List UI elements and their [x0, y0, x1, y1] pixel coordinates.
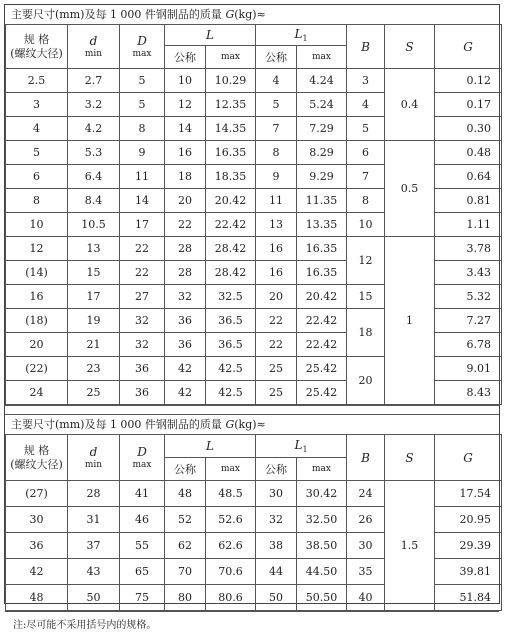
cell-G: 29.39: [435, 533, 502, 559]
cell-spec: 6: [6, 165, 68, 189]
cell-D: 8: [120, 117, 165, 141]
cell-L1-max: 22.42: [297, 309, 347, 333]
cell-L1-max: 44.50: [297, 559, 347, 585]
header-B: B: [347, 25, 385, 69]
cell-spec: 48: [6, 585, 68, 611]
header-G: G: [435, 435, 502, 481]
header-L1-nominal: 公称: [256, 46, 297, 69]
cell-S: 0.5: [385, 141, 435, 237]
cell-D: 14: [120, 189, 165, 213]
cell-D: 5: [120, 69, 165, 93]
cell-D: 5: [120, 93, 165, 117]
cell-L1-nominal: 8: [256, 141, 297, 165]
cell-d: 50: [68, 585, 120, 611]
cell-L1-max: 25.42: [297, 381, 347, 405]
cell-spec: 3: [6, 93, 68, 117]
cell-D: 9: [120, 141, 165, 165]
cell-L1-nominal: 32: [256, 507, 297, 533]
cell-L1-nominal: 16: [256, 261, 297, 285]
cell-G: 0.12: [435, 69, 502, 93]
cell-L-nominal: 52: [165, 507, 206, 533]
cell-D: 65: [120, 559, 165, 585]
cell-spec: 36: [6, 533, 68, 559]
header-L-max: max: [206, 458, 256, 481]
cell-L1-max: 25.42: [297, 357, 347, 381]
table2-caption: [5, 414, 499, 434]
cell-d: 37: [68, 533, 120, 559]
cell-L-nominal: 80: [165, 585, 206, 611]
cell-L1-nominal: 25: [256, 357, 297, 381]
header-G: G: [435, 25, 502, 69]
cell-d: 25: [68, 381, 120, 405]
cell-L-max: 22.42: [206, 213, 256, 237]
cell-d: 13: [68, 237, 120, 261]
cell-L1-nominal: 7: [256, 117, 297, 141]
cell-d: 19: [68, 309, 120, 333]
cell-L-nominal: 42: [165, 357, 206, 381]
cell-G: 1.11: [435, 213, 502, 237]
cell-spec: 20: [6, 333, 68, 357]
header-B: B: [347, 435, 385, 481]
cell-G: 0.17: [435, 93, 502, 117]
cell-L1-nominal: 20: [256, 285, 297, 309]
header-L: L: [165, 25, 256, 46]
cell-G: 3.78: [435, 237, 502, 261]
cell-L1-max: 4.24: [297, 69, 347, 93]
cell-d: 4.2: [68, 117, 120, 141]
cell-spec: 5: [6, 141, 68, 165]
cell-d: 3.2: [68, 93, 120, 117]
cell-L1-max: 16.35: [297, 261, 347, 285]
cell-L-max: 12.35: [206, 93, 256, 117]
cell-L-nominal: 42: [165, 381, 206, 405]
cell-G: 9.01: [435, 357, 502, 381]
cell-spec: 4: [6, 117, 68, 141]
cell-L1-nominal: 16: [256, 237, 297, 261]
cell-L-max: 70.6: [206, 559, 256, 585]
header-L-nominal: 公称: [165, 46, 206, 69]
cell-L1-max: 22.42: [297, 333, 347, 357]
table-row: [6, 141, 502, 165]
cell-L-nominal: 28: [165, 237, 206, 261]
header-spec: 规 格 (螺纹大径): [6, 25, 68, 69]
cell-L1-max: 38.50: [297, 533, 347, 559]
cell-L1-nominal: 38: [256, 533, 297, 559]
spec-sheet: [4, 4, 500, 631]
cell-G: 8.43: [435, 381, 502, 405]
header-D: D max: [120, 435, 165, 481]
cell-B: 5: [347, 117, 385, 141]
header-L1: $L_1$: [256, 435, 347, 458]
cell-L1-nominal: 44: [256, 559, 297, 585]
header-L: L: [165, 435, 256, 458]
cell-D: 32: [120, 309, 165, 333]
cell-B: 26: [347, 507, 385, 533]
caption-unit: (kg)≈: [234, 8, 266, 21]
cell-B: 7: [347, 165, 385, 189]
cell-spec: 10: [6, 213, 68, 237]
cell-L-nominal: 14: [165, 117, 206, 141]
cell-d: 2.7: [68, 69, 120, 93]
cell-B: 10: [347, 213, 385, 237]
cell-L-nominal: 70: [165, 559, 206, 585]
dimension-table-1: [5, 24, 502, 405]
cell-L-max: 16.35: [206, 141, 256, 165]
cell-L-nominal: 28: [165, 261, 206, 285]
cell-L-nominal: 18: [165, 165, 206, 189]
cell-L-max: 62.6: [206, 533, 256, 559]
table-gap: [5, 405, 499, 414]
cell-L1-nominal: 22: [256, 333, 297, 357]
cell-d: 21: [68, 333, 120, 357]
dimension-table-2: [5, 434, 502, 611]
cell-L1-max: 7.29: [297, 117, 347, 141]
cell-G: 0.30: [435, 117, 502, 141]
cell-G: 0.48: [435, 141, 502, 165]
cell-spec: (18): [6, 309, 68, 333]
header-spec: 规 格 (螺纹大径): [6, 435, 68, 481]
cell-B: 18: [347, 309, 385, 357]
cell-B: 35: [347, 559, 385, 585]
cell-B: 20: [347, 357, 385, 405]
cell-L-nominal: 62: [165, 533, 206, 559]
cell-L1-nominal: 4: [256, 69, 297, 93]
cell-spec: 24: [6, 381, 68, 405]
caption-text: 主要尺寸(mm)及每 1 000 件钢制品的质量: [11, 8, 226, 21]
cell-B: 15: [347, 285, 385, 309]
cell-B: 6: [347, 141, 385, 165]
cell-L1-nominal: 13: [256, 213, 297, 237]
table1-caption: [5, 5, 499, 24]
cell-d: 17: [68, 285, 120, 309]
cell-L1-max: 32.50: [297, 507, 347, 533]
cell-D: 17: [120, 213, 165, 237]
cell-L1-max: 16.35: [297, 237, 347, 261]
cell-S: 1: [385, 237, 435, 405]
cell-L1-max: 5.24: [297, 93, 347, 117]
cell-L-nominal: 16: [165, 141, 206, 165]
cell-L-max: 36.5: [206, 333, 256, 357]
header-d: d min: [68, 435, 120, 481]
cell-L-max: 52.6: [206, 507, 256, 533]
cell-spec: 8: [6, 189, 68, 213]
cell-spec: 16: [6, 285, 68, 309]
cell-L1-nominal: 50: [256, 585, 297, 611]
cell-G: 5.32: [435, 285, 502, 309]
header-d: d min: [68, 25, 120, 69]
cell-L-max: 32.5: [206, 285, 256, 309]
cell-B: 40: [347, 585, 385, 611]
cell-G: 17.54: [435, 481, 502, 507]
cell-L1-max: 8.29: [297, 141, 347, 165]
cell-D: 27: [120, 285, 165, 309]
cell-L-nominal: 48: [165, 481, 206, 507]
cell-L-max: 42.5: [206, 381, 256, 405]
cell-L-nominal: 10: [165, 69, 206, 93]
cell-L1-max: 13.35: [297, 213, 347, 237]
table-row: [6, 481, 502, 507]
cell-G: 6.78: [435, 333, 502, 357]
cell-spec: 2.5: [6, 69, 68, 93]
cell-L-max: 48.5: [206, 481, 256, 507]
cell-L-nominal: 12: [165, 93, 206, 117]
cell-L-max: 10.29: [206, 69, 256, 93]
cell-G: 20.95: [435, 507, 502, 533]
cell-D: 75: [120, 585, 165, 611]
cell-G: 7.27: [435, 309, 502, 333]
table-row: [6, 237, 502, 261]
cell-d: 6.4: [68, 165, 120, 189]
cell-L1-max: 50.50: [297, 585, 347, 611]
cell-D: 22: [120, 237, 165, 261]
cell-L1-max: 9.29: [297, 165, 347, 189]
header-S: S: [385, 25, 435, 69]
cell-L1-max: 20.42: [297, 285, 347, 309]
cell-L1-nominal: 30: [256, 481, 297, 507]
cell-B: 30: [347, 533, 385, 559]
cell-L-max: 28.42: [206, 237, 256, 261]
cell-L-max: 14.35: [206, 117, 256, 141]
cell-D: 22: [120, 261, 165, 285]
cell-B: 4: [347, 93, 385, 117]
caption-g: G: [225, 418, 235, 431]
caption-unit: (kg)≈: [234, 418, 266, 431]
cell-G: 39.81: [435, 559, 502, 585]
cell-L-max: 18.35: [206, 165, 256, 189]
cell-B: 8: [347, 189, 385, 213]
cell-d: 23: [68, 357, 120, 381]
cell-L-nominal: 32: [165, 285, 206, 309]
cell-S: 1.5: [385, 481, 435, 611]
cell-L1-nominal: 11: [256, 189, 297, 213]
cell-D: 55: [120, 533, 165, 559]
cell-L-max: 42.5: [206, 357, 256, 381]
cell-S: 0.4: [385, 69, 435, 141]
cell-spec: 42: [6, 559, 68, 585]
header-L1-nominal: 公称: [256, 458, 297, 481]
header-L1-max: max: [297, 458, 347, 481]
cell-L-max: 36.5: [206, 309, 256, 333]
cell-B: 3: [347, 69, 385, 93]
header-L1: $L_1$: [256, 25, 347, 46]
cell-spec: (27): [6, 481, 68, 507]
cell-G: 0.81: [435, 189, 502, 213]
footnote: 注:尽可能不采用括号内的规格。: [5, 611, 499, 634]
cell-L1-nominal: 9: [256, 165, 297, 189]
table-row: [6, 69, 502, 93]
cell-D: 36: [120, 381, 165, 405]
cell-d: 28: [68, 481, 120, 507]
header-S: S: [385, 435, 435, 481]
caption-g: G: [225, 8, 235, 21]
cell-L1-nominal: 22: [256, 309, 297, 333]
cell-d: 43: [68, 559, 120, 585]
cell-L-max: 28.42: [206, 261, 256, 285]
header-D: D max: [120, 25, 165, 69]
cell-D: 41: [120, 481, 165, 507]
header-L1-max: max: [297, 46, 347, 69]
cell-L-nominal: 36: [165, 333, 206, 357]
cell-L-nominal: 22: [165, 213, 206, 237]
cell-G: 3.43: [435, 261, 502, 285]
cell-L1-max: 11.35: [297, 189, 347, 213]
cell-L-max: 20.42: [206, 189, 256, 213]
cell-D: 46: [120, 507, 165, 533]
cell-L-max: 80.6: [206, 585, 256, 611]
cell-d: 5.3: [68, 141, 120, 165]
cell-D: 36: [120, 357, 165, 381]
cell-spec: 12: [6, 237, 68, 261]
cell-d: 8.4: [68, 189, 120, 213]
cell-G: 51.84: [435, 585, 502, 611]
cell-d: 31: [68, 507, 120, 533]
cell-G: 0.64: [435, 165, 502, 189]
cell-spec: 30: [6, 507, 68, 533]
cell-L-nominal: 36: [165, 309, 206, 333]
cell-B: 24: [347, 481, 385, 507]
cell-spec: (22): [6, 357, 68, 381]
cell-D: 32: [120, 333, 165, 357]
cell-L-nominal: 20: [165, 189, 206, 213]
cell-d: 15: [68, 261, 120, 285]
caption-text: 主要尺寸(mm)及每 1 000 件钢制品的质量: [11, 418, 226, 431]
cell-L1-nominal: 25: [256, 381, 297, 405]
cell-L1-max: 30.42: [297, 481, 347, 507]
cell-d: 10.5: [68, 213, 120, 237]
cell-D: 11: [120, 165, 165, 189]
cell-B: 12: [347, 237, 385, 285]
cell-spec: (14): [6, 261, 68, 285]
header-L-max: max: [206, 46, 256, 69]
header-L-nominal: 公称: [165, 458, 206, 481]
cell-L1-nominal: 5: [256, 93, 297, 117]
